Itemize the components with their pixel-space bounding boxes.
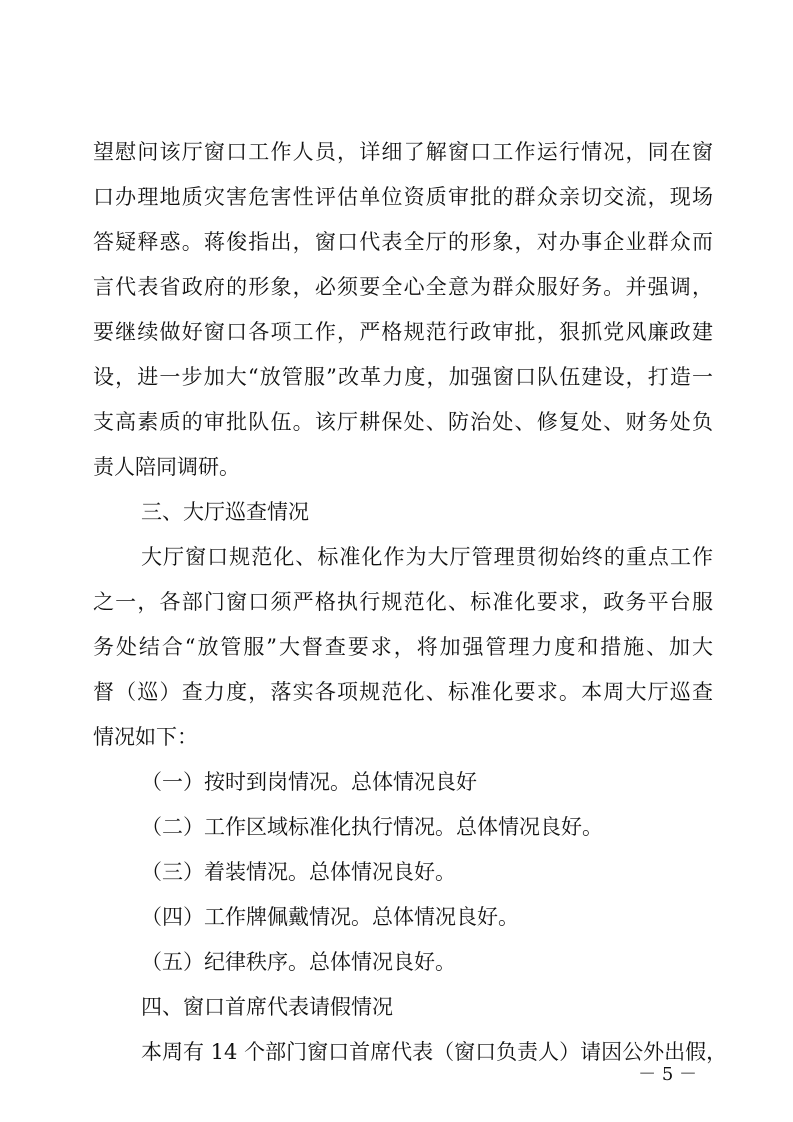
paragraph-line: 之一，各部门窗口须严格执行规范化、标准化要求，政务平台服 <box>93 590 713 614</box>
paragraph-line: 答疑释惑。蒋俊指出，窗口代表全厅的形象，对办事企业群众而 <box>93 230 713 254</box>
paragraph-line: 责人陪同调研。 <box>93 455 240 479</box>
list-item: （五）纪律秩序。总体情况良好。 <box>141 950 456 974</box>
list-item: （四）工作牌佩戴情况。总体情况良好。 <box>141 905 519 929</box>
paragraph-line: 督（巡）查力度，落实各项规范化、标准化要求。本周大厅巡查 <box>93 680 713 704</box>
section-heading-4: 四、窗口首席代表请假情况 <box>141 995 393 1019</box>
page-number: － 5 － <box>638 1064 697 1085</box>
paragraph-line: 言代表省政府的形象，必须要全心全意为群众服好务。并强调， <box>93 275 713 299</box>
paragraph-line: 大厅窗口规范化、标准化作为大厅管理贯彻始终的重点工作 <box>141 545 713 569</box>
paragraph-line: 设，进一步加大“放管服”改革力度，加强窗口队伍建设，打造一 <box>93 365 713 389</box>
paragraph-line: 要继续做好窗口各项工作，严格规范行政审批，狠抓党风廉政建 <box>93 320 713 344</box>
paragraph-line: 务处结合“放管服”大督查要求，将加强管理力度和措施、加大 <box>93 635 713 659</box>
list-item: （三）着装情况。总体情况良好。 <box>141 860 456 884</box>
section-heading-3: 三、大厅巡查情况 <box>141 500 309 524</box>
list-item: （二）工作区域标准化执行情况。总体情况良好。 <box>141 815 603 839</box>
paragraph-line: 支高素质的审批队伍。该厅耕保处、防治处、修复处、财务处负 <box>93 410 713 434</box>
list-item: （一）按时到岗情况。总体情况良好 <box>141 770 477 794</box>
paragraph-line: 口办理地质灾害危害性评估单位资质审批的群众亲切交流，现场 <box>93 185 713 209</box>
paragraph-line: 望慰问该厅窗口工作人员，详细了解窗口工作运行情况，同在窗 <box>93 140 713 164</box>
paragraph-line: 情况如下： <box>93 725 198 749</box>
paragraph-line: 本周有 14 个部门窗口首席代表（窗口负责人）请因公外出假， <box>141 1040 728 1064</box>
